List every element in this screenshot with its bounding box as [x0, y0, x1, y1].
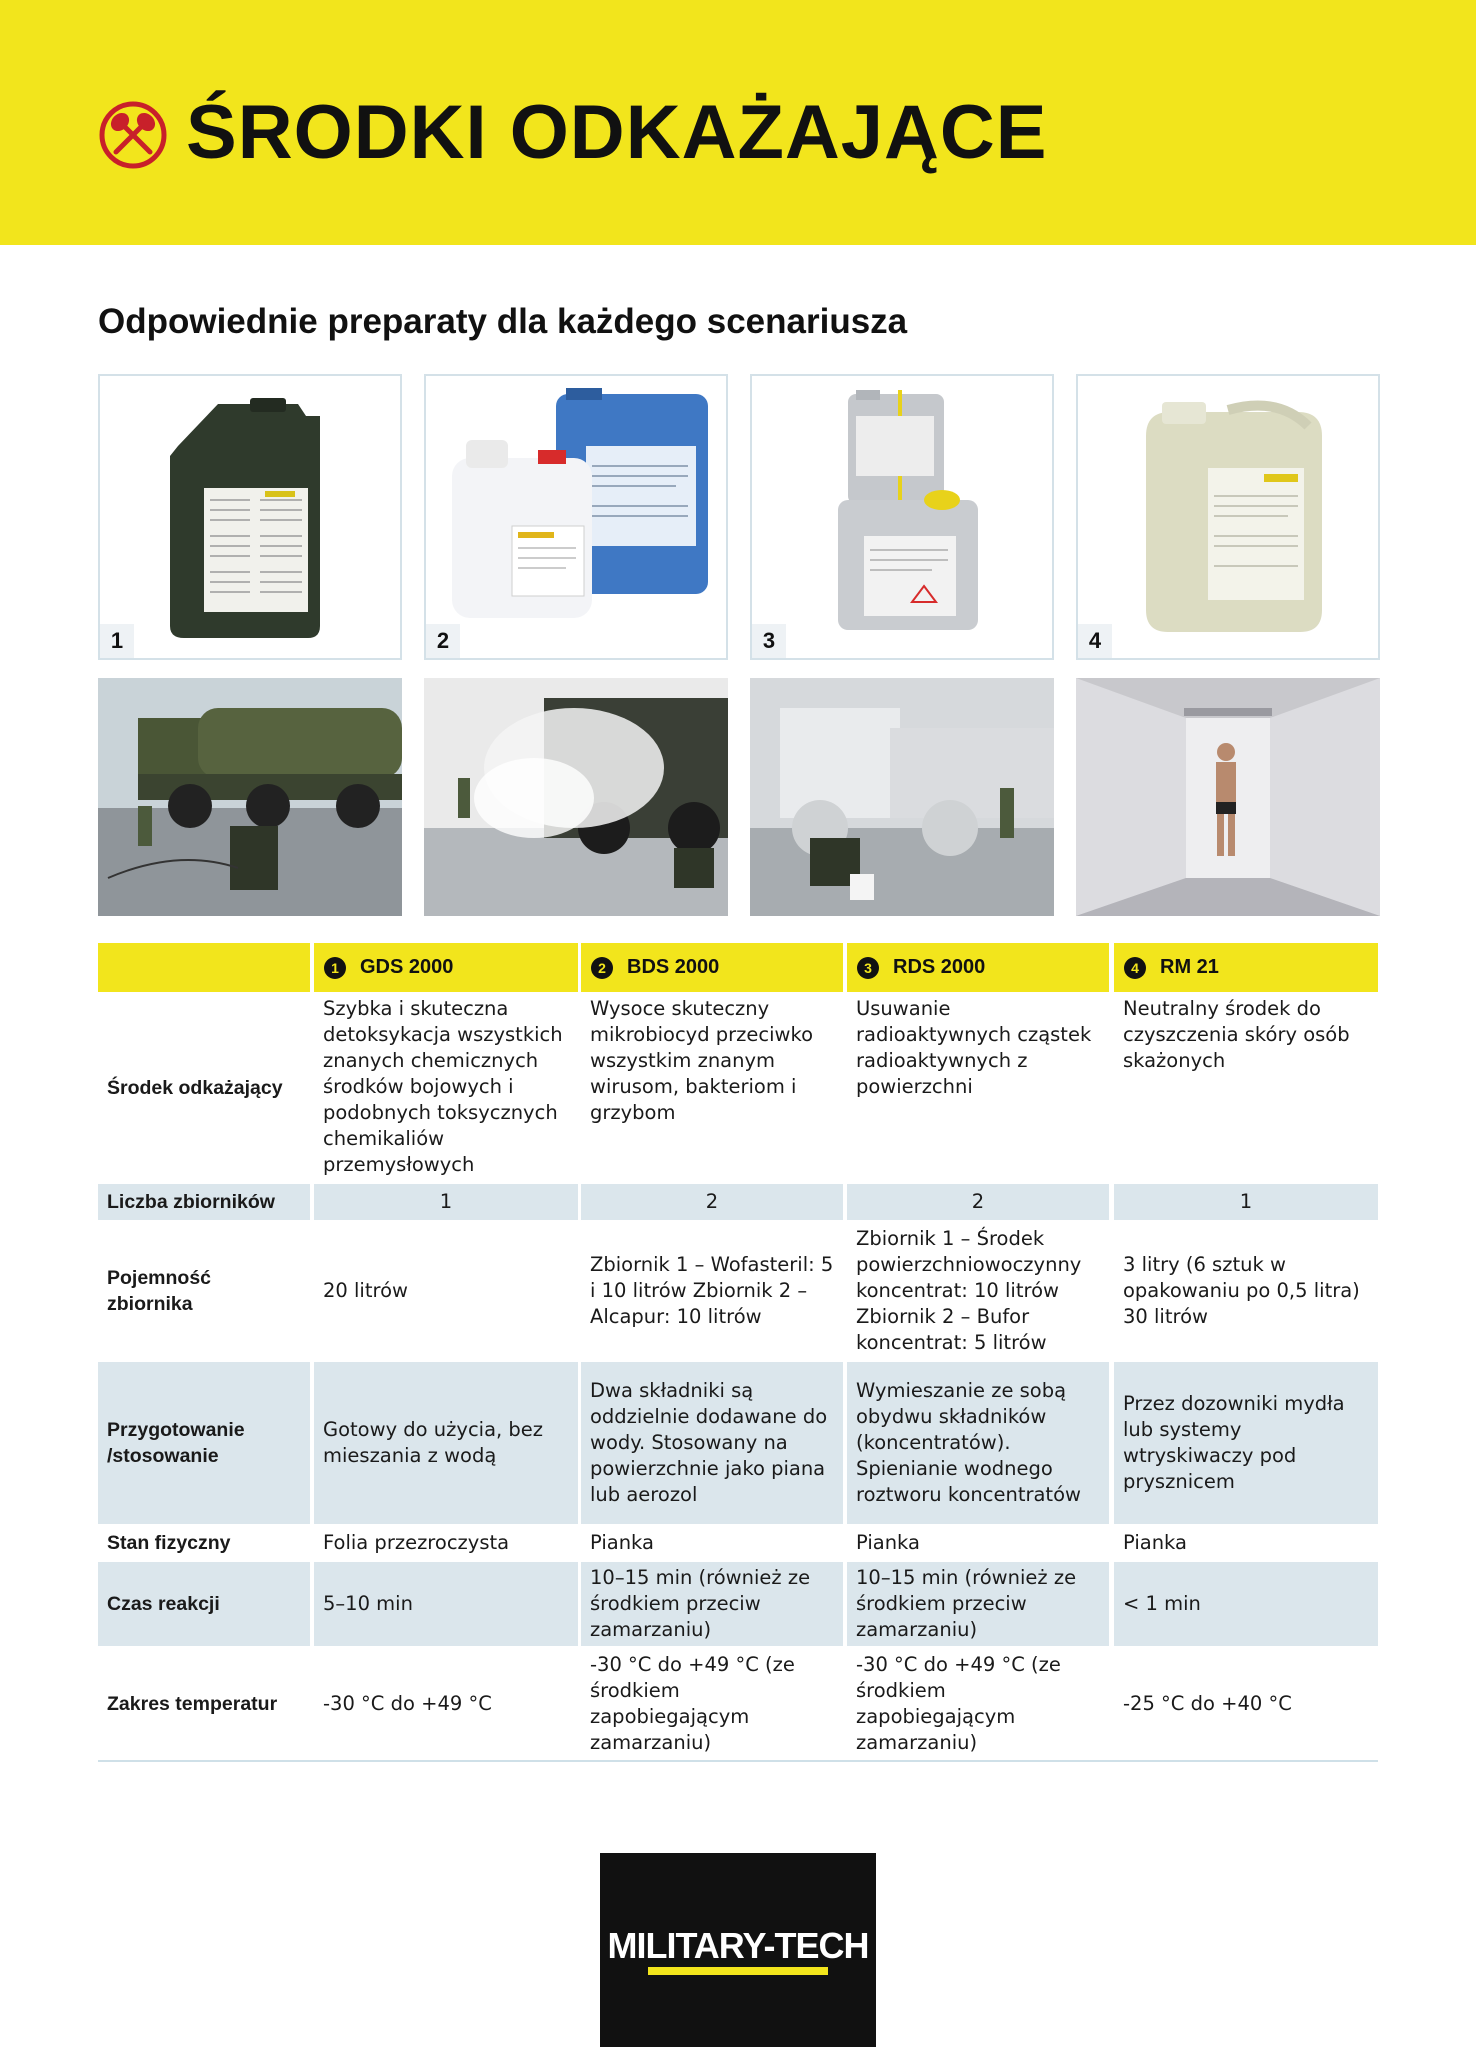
- scene-photo-foamed-truck: [750, 678, 1054, 916]
- table-cell: 2: [847, 1184, 1109, 1220]
- scene-photo-fuel-truck: [98, 678, 402, 916]
- table-cell: Zbiornik 1 – Środek powierzchniowoczynny koncentrat: 10 litrów Zbiornik 2 – Bufor koncentrat: 5 litrów: [856, 1227, 1082, 1354]
- table-cell: Dwa składniki są oddzielnie dodawane do wody. Stosowany na powierzchnie jako piana lub aerozol: [581, 1362, 843, 1524]
- table-header-empty: [98, 943, 310, 992]
- column-title: RDS 2000: [893, 956, 986, 978]
- table-cell: Wymieszanie ze sobą obydwu składników (koncentratów). Spienianie wodnego roztworu koncentratów: [847, 1362, 1109, 1524]
- table-cell: Zbiornik 1 – Wofasteril: 5 i 10 litrów Zbiornik 2 – Alcapur: 10 litrów: [590, 1253, 834, 1328]
- table-header-rds-2000: [847, 943, 1109, 992]
- number-bullet: 1: [324, 957, 346, 979]
- product-image-4: [1076, 374, 1380, 660]
- table-cell: 3 litry (6 sztuk w opakowaniu po 0,5 litra) 30 litrów: [1123, 1253, 1360, 1328]
- row-label-decontaminant: Środek odkażający: [107, 1077, 283, 1099]
- table-cell: Pianka: [1123, 1531, 1187, 1554]
- product-number: 2: [426, 624, 460, 658]
- table-cell: Usuwanie radioaktywnych cząstek radioaktywnych z powierzchni: [856, 997, 1092, 1098]
- logo-text: MILITARY-TECH: [607, 1925, 869, 1966]
- table-cell: Przez dozowniki mydła lub systemy wtryskiwaczy pod prysznicem: [1114, 1362, 1378, 1524]
- number-bullet: 4: [1124, 957, 1146, 979]
- table-cell: Folia przezroczysta: [323, 1531, 510, 1554]
- table-cell: Neutralny środek do czyszczenia skóry osób skażonych: [1123, 997, 1350, 1072]
- row-label-reaction-time: Czas reakcji: [98, 1562, 310, 1646]
- table-cell: -30 °C do +49 °C (ze środkiem zapobiegającym zamarzaniu): [590, 1653, 795, 1754]
- table-cell: 10–15 min (również ze środkiem przeciw zamarzaniu): [847, 1562, 1109, 1646]
- header-banner: [0, 0, 1476, 245]
- table-cell: 10–15 min (również ze środkiem przeciw zamarzaniu): [581, 1562, 843, 1646]
- table-cell: 1: [1114, 1184, 1378, 1220]
- product-number: 1: [100, 624, 134, 658]
- table-bottom-divider: [98, 1760, 1378, 1762]
- table-cell: Pianka: [856, 1531, 920, 1554]
- column-title: GDS 2000: [360, 956, 454, 978]
- row-label-tank-capacity: Pojemność zbiornika: [107, 1267, 212, 1315]
- table-cell: Gotowy do użycia, bez mieszania z wodą: [314, 1362, 578, 1524]
- table-cell: Szybka i skuteczna detoksykacja wszystkich znanych chemicznych środków bojowych i podobnych toksycznych chemikaliów przemysłowych: [323, 997, 563, 1176]
- product-image-1: [98, 374, 402, 660]
- product-number: 4: [1078, 624, 1112, 658]
- page-title: ŚRODKI ODKAŻAJĄCE: [186, 90, 1048, 175]
- number-bullet: 3: [857, 957, 879, 979]
- product-image-3: [750, 374, 1054, 660]
- row-label-preparation: Przygotowanie /stosowanie: [98, 1362, 310, 1524]
- table-header-rm-21: [1114, 943, 1378, 992]
- row-label-physical-state: Stan fizyczny: [107, 1532, 231, 1554]
- table-cell: -30 °C do +49 °C: [323, 1692, 492, 1715]
- scene-photo-truck-washing: [424, 678, 728, 916]
- table-cell: -25 °C do +40 °C: [1123, 1692, 1292, 1715]
- crossed-cleaning-tools-icon: [98, 100, 168, 170]
- table-cell: 5–10 min: [314, 1562, 578, 1646]
- number-bullet: 2: [591, 957, 613, 979]
- table-cell: < 1 min: [1114, 1562, 1378, 1646]
- logo-underline: [648, 1967, 828, 1975]
- table-cell: -30 °C do +49 °C (ze środkiem zapobiegającym zamarzaniu): [856, 1653, 1061, 1754]
- military-tech-logo: [600, 1853, 876, 2047]
- scene-photo-decontamination-shower: [1076, 678, 1380, 916]
- column-title: BDS 2000: [627, 956, 720, 978]
- row-label-tank-count: Liczba zbiorników: [98, 1184, 310, 1220]
- section-subtitle: Odpowiednie preparaty dla każdego scenariusza: [98, 302, 908, 341]
- product-number: 3: [752, 624, 786, 658]
- row-label-temperature-range: Zakres temperatur: [107, 1693, 278, 1715]
- table-cell: 20 litrów: [323, 1279, 408, 1302]
- table-cell: 2: [581, 1184, 843, 1220]
- table-cell: Pianka: [590, 1531, 654, 1554]
- table-cell: 1: [314, 1184, 578, 1220]
- table-header-gds-2000: [314, 943, 578, 992]
- table-header-bds-2000: [581, 943, 843, 992]
- table-cell: Wysoce skuteczny mikrobiocyd przeciwko wszystkim znanym wirusom, bakteriom i grzybom: [590, 997, 814, 1124]
- column-title: RM 21: [1160, 956, 1219, 978]
- product-image-2: [424, 374, 728, 660]
